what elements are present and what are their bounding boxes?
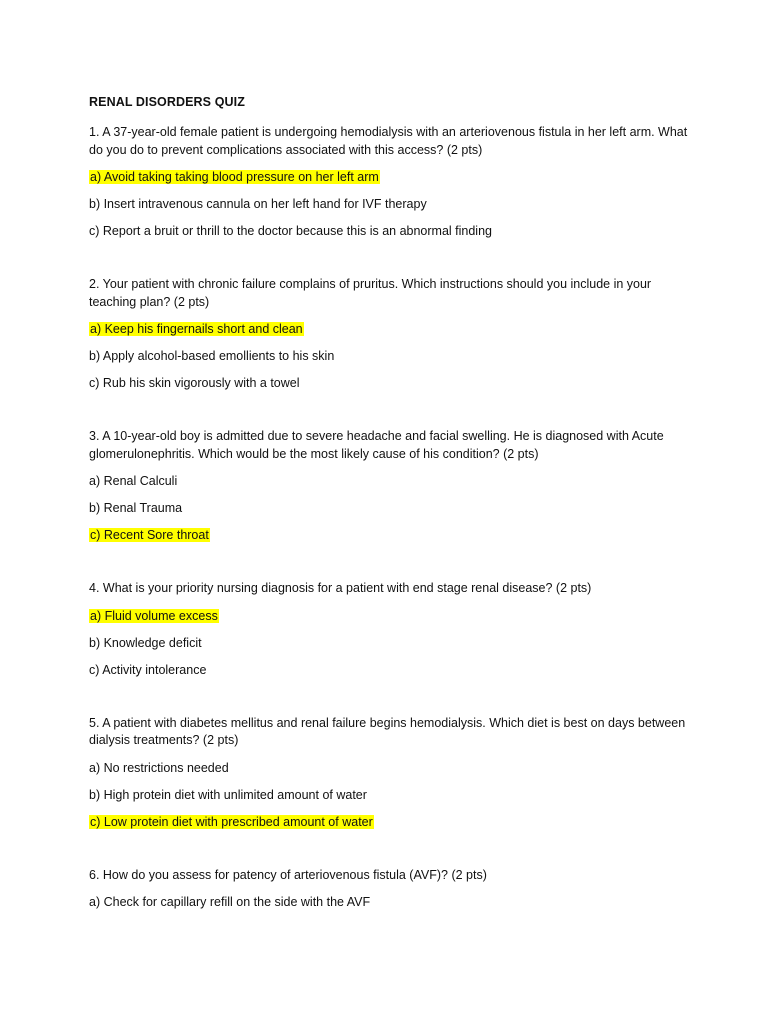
answer-option: c) Activity intolerance <box>89 662 207 677</box>
answer-option <box>89 814 689 831</box>
answer-option: b) Knowledge deficit <box>89 635 202 650</box>
highlighted-answer: a) Avoid taking taking blood pressure on her left arm <box>90 170 379 184</box>
answer-option <box>89 169 689 186</box>
answer-option: c) Report a bruit or thrill to the doctor because this is an abnormal finding <box>89 224 492 238</box>
question-1 <box>89 124 689 240</box>
document-content <box>89 94 689 921</box>
answer-option <box>89 608 689 625</box>
question-text: 2. Your patient with chronic failure complains of pruritus. Which instructions should you include in your teaching plan? (2 pts) <box>89 277 652 309</box>
question-5 <box>89 715 689 831</box>
answer-option: b) Insert intravenous cannula on her left hand for IVF therapy <box>89 197 427 211</box>
highlighted-answer: a) Fluid volume excess <box>90 608 218 623</box>
highlighted-answer: c) Low protein diet with prescribed amount of water <box>90 814 373 829</box>
question-text: 5. A patient with diabetes mellitus and renal failure begins hemodialysis. Which diet is best on days between dialysis treatments? (2 pts) <box>89 715 686 747</box>
answer-option: b) Apply alcohol-based emollients to his skin <box>89 349 335 363</box>
spacer <box>89 554 689 580</box>
answer-option <box>89 321 689 338</box>
answer-option <box>89 527 689 544</box>
question-6 <box>89 867 689 912</box>
question-text: 4. What is your priority nursing diagnosis for a patient with end stage renal disease? (2 pts) <box>89 581 592 595</box>
spacer <box>89 841 689 867</box>
highlighted-answer: c) Recent Sore throat <box>90 528 209 542</box>
highlighted-answer: a) Keep his fingernails short and clean <box>90 322 303 336</box>
spacer <box>89 402 689 428</box>
answer-option: b) High protein diet with unlimited amount of water <box>89 787 367 802</box>
answer-option: a) Renal Calculi <box>89 474 178 488</box>
question-3 <box>89 428 689 544</box>
question-text: 1. A 37-year-old female patient is undergoing hemodialysis with an arteriovenous fistula in her left arm. What do you do to prevent complications associated with this access? (2 pts) <box>89 125 688 157</box>
spacer <box>89 689 689 715</box>
question-2 <box>89 276 689 392</box>
question-text: 6. How do you assess for patency of arteriovenous fistula (AVF)? (2 pts) <box>89 867 487 882</box>
answer-option: b) Renal Trauma <box>89 501 183 515</box>
answer-option: a) Check for capillary refill on the side with the AVF <box>89 895 371 909</box>
question-text: 3. A 10-year-old boy is admitted due to severe headache and facial swelling. He is diagnosed with Acute glomerulonephritis. Which would be the most likely cause of his condition? (2 pts) <box>89 429 664 461</box>
answer-option: a) No restrictions needed <box>89 760 229 775</box>
question-4 <box>89 580 689 679</box>
spacer <box>89 250 689 276</box>
answer-option: c) Rub his skin vigorously with a towel <box>89 376 300 390</box>
quiz-title: RENAL DISORDERS QUIZ <box>89 95 245 109</box>
